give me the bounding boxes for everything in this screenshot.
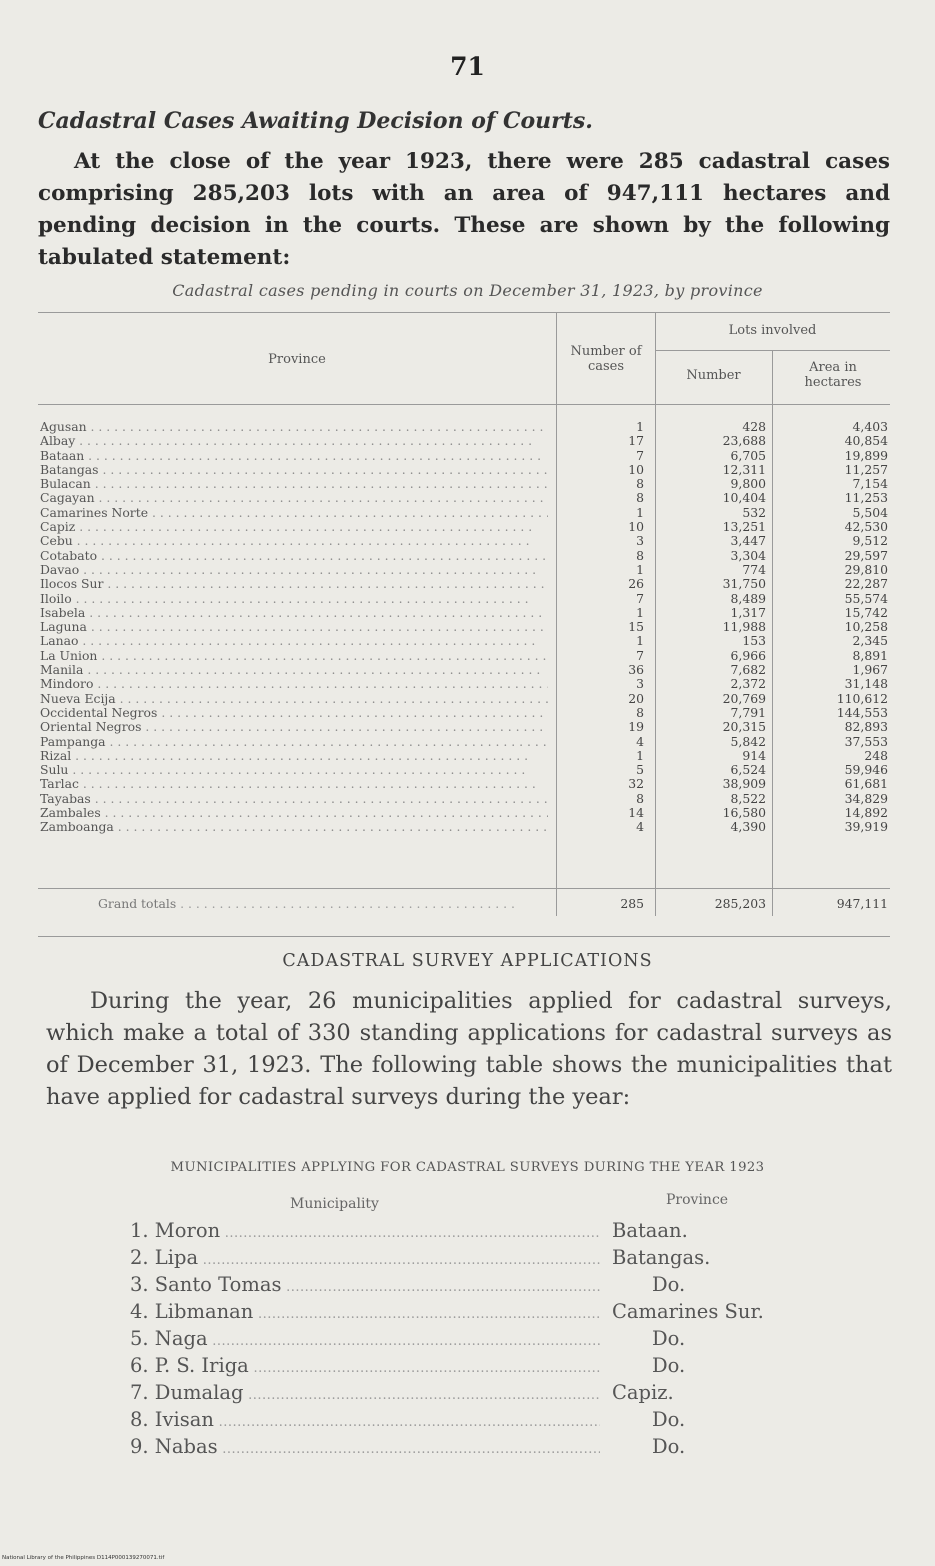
row-province: Cebu . . .	[40, 534, 548, 548]
table-row	[38, 577, 890, 591]
row-cases: 8	[636, 490, 644, 506]
row-area: 9,512	[852, 533, 888, 549]
row-province: Cagayan . . .	[40, 491, 548, 505]
row-cases: 1	[636, 504, 644, 520]
row-province: Mindoro . . .	[40, 677, 548, 691]
row-area: 15,742	[844, 604, 888, 620]
row-cases: 1	[636, 604, 644, 620]
row-lots: 9,800	[730, 476, 766, 492]
row-area: 59,946	[844, 762, 888, 778]
row-lots: 7,682	[730, 662, 766, 678]
row-area: 22,287	[844, 576, 888, 592]
table-bottom-rule	[38, 936, 890, 937]
municipality-province: Camarines Sur.	[612, 1300, 764, 1323]
row-lots: 8,522	[730, 790, 766, 806]
totals-cases: 285	[620, 896, 644, 911]
row-province: Bataan . . .	[40, 449, 548, 463]
row-lots: 6,705	[730, 447, 766, 463]
row-lots: 38,909	[722, 776, 766, 792]
section-title: Cadastral Cases Awaiting Decision of Courts.	[38, 108, 593, 134]
table-row	[38, 777, 890, 791]
row-area: 248	[864, 747, 888, 763]
table-row	[38, 477, 890, 491]
row-lots: 16,580	[722, 805, 766, 821]
list-item	[130, 1435, 830, 1462]
row-area: 11,253	[844, 490, 888, 506]
row-province: Tarlac . . .	[40, 777, 548, 791]
row-lots: 532	[742, 504, 766, 520]
row-cases: 5	[636, 762, 644, 778]
row-area: 11,257	[844, 461, 888, 477]
municipality-province: Do.	[652, 1327, 686, 1350]
table-row	[38, 706, 890, 720]
row-province: Agusan . . .	[40, 420, 548, 434]
row-lots: 1,317	[730, 604, 766, 620]
cadastral-cases-table	[38, 312, 890, 936]
row-lots: 13,251	[722, 519, 766, 535]
header-lots-number: Number	[686, 368, 741, 383]
table-row	[38, 692, 890, 706]
list-item	[130, 1408, 830, 1435]
table-row	[38, 720, 890, 734]
row-cases: 8	[636, 547, 644, 563]
row-province: Pampanga . . .	[40, 735, 548, 749]
row-cases: 3	[636, 676, 644, 692]
row-cases: 19	[628, 719, 644, 735]
municipality-province: Batangas.	[612, 1246, 711, 1269]
municipality-name: 7. Dumalag .....	[130, 1381, 600, 1404]
municipality-province: Do.	[652, 1408, 686, 1431]
table-row	[38, 677, 890, 691]
row-province: Davao . . .	[40, 563, 548, 577]
row-lots: 20,769	[722, 690, 766, 706]
list-item	[130, 1219, 830, 1246]
header-bottom-rule	[38, 404, 890, 405]
row-province: Laguna . . .	[40, 620, 548, 634]
column-header-province: Province	[666, 1192, 729, 1208]
list-item	[130, 1273, 830, 1300]
row-cases: 1	[636, 747, 644, 763]
row-lots: 3,304	[730, 547, 766, 563]
row-province: Zamboanga . . .	[40, 820, 548, 834]
table-row	[38, 463, 890, 477]
row-cases: 1	[636, 633, 644, 649]
intro-paragraph: At the close of the year 1923, there were 285 cadastral cases comprising 285,203 lots with an area of 947,111 hectares and pending decision in the courts. These are shown by the following tabulated statement:	[38, 149, 890, 270]
row-cases: 8	[636, 790, 644, 806]
table-row	[38, 806, 890, 820]
table-row	[38, 534, 890, 548]
row-cases: 14	[628, 805, 644, 821]
row-lots: 31,750	[722, 576, 766, 592]
row-province: Oriental Negros . . .	[40, 720, 548, 734]
row-province: Tayabas . . .	[40, 792, 548, 806]
row-lots: 774	[742, 561, 766, 577]
page-number: 71	[450, 52, 485, 81]
row-province: Ilocos Sur . . .	[40, 577, 548, 591]
list-item	[130, 1246, 830, 1273]
row-lots: 2,372	[730, 676, 766, 692]
row-lots: 23,688	[722, 433, 766, 449]
row-province: Isabela . . .	[40, 606, 548, 620]
row-area: 40,854	[844, 433, 888, 449]
row-lots: 3,447	[730, 533, 766, 549]
row-province: Iloilo . . .	[40, 592, 548, 606]
table-row	[38, 563, 890, 577]
row-area: 31,148	[844, 676, 888, 692]
row-lots: 12,311	[722, 461, 766, 477]
municipality-name: 1. Moron .....	[130, 1219, 600, 1242]
municipalities-list-caption: MUNICIPALITIES APPLYING FOR CADASTRAL SURVEYS DURING THE YEAR 1923	[170, 1160, 765, 1175]
table-top-rule	[38, 312, 890, 313]
table-caption: Cadastral cases pending in courts on December 31, 1923, by province	[172, 281, 763, 300]
row-province: Sulu . . .	[40, 763, 548, 777]
table-row	[38, 763, 890, 777]
list-item	[130, 1327, 830, 1354]
table-row	[38, 449, 890, 463]
row-province: Lanao . . .	[40, 634, 548, 648]
table-row	[38, 434, 890, 448]
survey-applications-paragraph: During the year, 26 municipalities applied for cadastral surveys, which make a total of 330 standing applications for cadastral surveys as of December 31, 1923. The following table shows the municipalities that have applied for cadastral surveys during the year:	[46, 988, 892, 1110]
municipality-name: 6. P. S. Iriga .....	[130, 1354, 600, 1377]
row-lots: 10,404	[722, 490, 766, 506]
table-row	[38, 820, 890, 834]
municipality-name: 9. Nabas .....	[130, 1435, 600, 1458]
row-area: 14,892	[844, 805, 888, 821]
row-cases: 8	[636, 476, 644, 492]
municipality-province: Capiz.	[612, 1381, 674, 1404]
table-row	[38, 420, 890, 434]
row-cases: 7	[636, 590, 644, 606]
row-lots: 7,791	[730, 704, 766, 720]
row-cases: 17	[628, 433, 644, 449]
municipality-province: Do.	[652, 1435, 686, 1458]
row-lots: 5,842	[730, 733, 766, 749]
list-item	[130, 1354, 830, 1381]
table-body	[38, 420, 890, 835]
table-row	[38, 592, 890, 606]
municipality-name: 2. Lipa .....	[130, 1246, 600, 1269]
row-area: 7,154	[852, 476, 888, 492]
row-cases: 10	[628, 519, 644, 535]
header-number-of-cases: Number of cases	[570, 344, 642, 374]
list-item	[130, 1381, 830, 1408]
municipality-name: 4. Libmanan .....	[130, 1300, 600, 1323]
row-lots: 6,966	[730, 647, 766, 663]
table-row	[38, 634, 890, 648]
totals-lots: 285,203	[714, 896, 766, 911]
header-province: Province	[268, 352, 326, 367]
survey-applications-heading: CADASTRAL SURVEY APPLICATIONS	[282, 951, 653, 971]
row-area: 42,530	[844, 519, 888, 535]
row-cases: 20	[628, 690, 644, 706]
municipality-name: 8. Ivisan .....	[130, 1408, 600, 1431]
row-province: Albay . . .	[40, 434, 548, 448]
row-lots: 4,390	[730, 819, 766, 835]
row-province: Occidental Negros . . .	[40, 706, 548, 720]
row-cases: 1	[636, 419, 644, 434]
row-area: 110,612	[836, 690, 888, 706]
row-area: 8,891	[852, 647, 888, 663]
table-row	[38, 520, 890, 534]
row-province: Rizal . . .	[40, 749, 548, 763]
row-cases: 15	[628, 619, 644, 635]
table-row	[38, 735, 890, 749]
row-province: Bulacan . . .	[40, 477, 548, 491]
table-row	[38, 792, 890, 806]
row-area: 5,504	[852, 504, 888, 520]
row-cases: 10	[628, 461, 644, 477]
row-area: 1,967	[852, 662, 888, 678]
row-cases: 26	[628, 576, 644, 592]
row-cases: 36	[628, 662, 644, 678]
row-province: Zambales . . .	[40, 806, 548, 820]
row-area: 19,899	[844, 447, 888, 463]
row-province: Manila . . .	[40, 663, 548, 677]
row-area: 144,553	[836, 704, 888, 720]
row-area: 29,810	[844, 561, 888, 577]
row-cases: 7	[636, 447, 644, 463]
row-area: 29,597	[844, 547, 888, 563]
row-lots: 8,489	[730, 590, 766, 606]
row-cases: 8	[636, 704, 644, 720]
table-row	[38, 663, 890, 677]
row-province: Camarines Norte . . .	[40, 506, 548, 520]
totals-rule	[38, 888, 890, 889]
municipality-province: Do.	[652, 1354, 686, 1377]
row-area: 37,553	[844, 733, 888, 749]
row-area: 39,919	[844, 819, 888, 835]
totals-row	[38, 896, 890, 916]
table-row	[38, 606, 890, 620]
row-area: 82,893	[844, 719, 888, 735]
row-cases: 4	[636, 819, 644, 835]
row-lots: 6,524	[730, 762, 766, 778]
row-province: Batangas . . .	[40, 463, 548, 477]
row-lots: 153	[742, 633, 766, 649]
table-row	[38, 491, 890, 505]
municipalities-list	[130, 1219, 830, 1462]
header-area-hectares: Area in hectares	[804, 360, 862, 390]
row-lots: 20,315	[722, 719, 766, 735]
row-area: 34,829	[844, 790, 888, 806]
column-header-municipality: Municipality	[290, 1196, 379, 1212]
totals-area: 947,111	[836, 896, 888, 911]
scan-footer: National Library of the Philippines D114P000139270071.tif	[2, 1555, 165, 1561]
row-cases: 3	[636, 533, 644, 549]
table-row	[38, 506, 890, 520]
row-cases: 32	[628, 776, 644, 792]
row-lots: 11,988	[722, 619, 766, 635]
table-row	[38, 620, 890, 634]
municipality-province: Bataan.	[612, 1219, 688, 1242]
municipality-name: 3. Santo Tomas .....	[130, 1273, 600, 1296]
row-cases: 7	[636, 647, 644, 663]
header-lots-involved: Lots involved	[728, 323, 817, 338]
table-row	[38, 749, 890, 763]
row-lots: 914	[742, 747, 766, 763]
row-area: 61,681	[844, 776, 888, 792]
row-area: 4,403	[852, 419, 888, 434]
municipality-province: Do.	[652, 1273, 686, 1296]
subheader-rule	[655, 350, 890, 351]
row-province: Capiz . . .	[40, 520, 548, 534]
row-area: 55,574	[844, 590, 888, 606]
row-area: 2,345	[852, 633, 888, 649]
totals-label: Grand totals . . .	[98, 896, 548, 912]
row-lots: 428	[742, 419, 766, 434]
municipality-name: 5. Naga .....	[130, 1327, 600, 1350]
row-province: Nueva Ecija . . .	[40, 692, 548, 706]
table-row	[38, 549, 890, 563]
row-cases: 1	[636, 561, 644, 577]
row-province: La Union . . .	[40, 649, 548, 663]
row-province: Cotabato . . .	[40, 549, 548, 563]
list-item	[130, 1300, 830, 1327]
table-row	[38, 649, 890, 663]
row-area: 10,258	[844, 619, 888, 635]
row-cases: 4	[636, 733, 644, 749]
